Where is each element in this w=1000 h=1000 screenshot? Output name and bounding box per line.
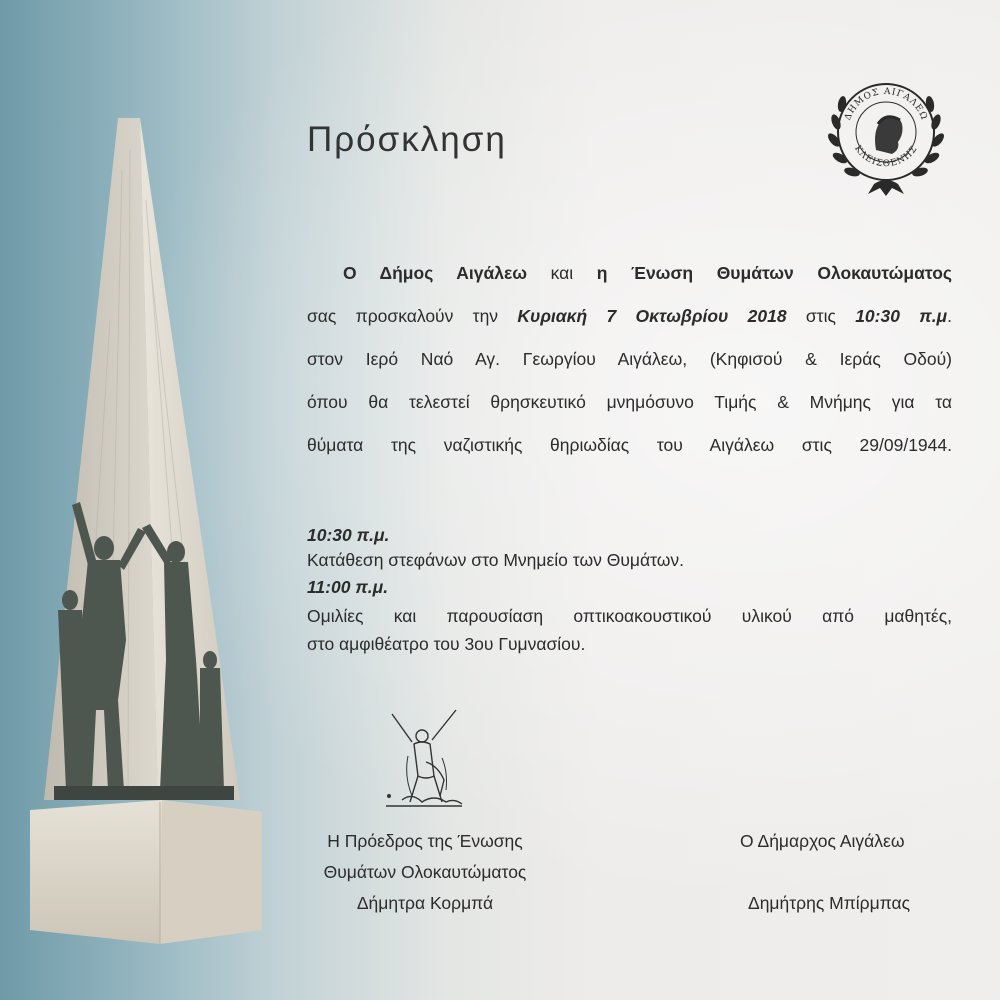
union-president-signature (295, 826, 555, 919)
event-date: Κυριακή 7 Οκτωβρίου 2018 (517, 306, 787, 326)
at-word: στις (805, 306, 836, 326)
monument-obelisk-image (0, 0, 330, 1000)
schedule-time-1: 10:30 π.μ. (307, 525, 390, 545)
invite-phrase: σας προσκαλούν την (307, 306, 499, 326)
period: . (947, 306, 952, 326)
body-line-3: στον Ιερό Ναό Αγ. Γεωργίου Αιγάλεω, (Κηφισού & Ιεράς Οδού) (307, 349, 952, 369)
event-schedule (307, 524, 952, 658)
signature-role-line2: Θυμάτων Ολοκαυτώματος (323, 862, 527, 882)
body-line-2 (307, 295, 952, 338)
body-line-4: όπου θα τελεστεί θρησκευτικό μνημόσυνο Τιμής & Μνήμης για τα (307, 392, 952, 412)
mayor-name: Δημήτρης Μπίρμπας (748, 893, 911, 913)
union-emblem-icon (382, 706, 466, 810)
municipality-name: Ο Δήμος Αιγάλεω (343, 263, 528, 283)
conjunction: και (550, 263, 574, 283)
signature-role-line1: Η Πρόεδρος της Ένωσης (327, 831, 523, 851)
mayor-title: Ο Δήμαρχος Αιγάλεω (740, 831, 905, 851)
body-line-5: θύματα της ναζιστικής θηριωδίας του Αιγάλεω στις 29/09/1944. (307, 435, 952, 455)
schedule-time-2: 11:00 π.μ. (307, 577, 389, 597)
svg-text:ΔΗΜΟΣ ΑΙΓΑΛΕΩ: ΔΗΜΟΣ ΑΙΓΑΛΕΩ (843, 86, 929, 122)
schedule-desc-2: Ομιλίες και παρουσίαση οπτικοακουστικού υλικού από μαθητές, (307, 606, 952, 626)
schedule-desc-2b: στο αμφιθέατρο του 3ου Γυμνασίου. (307, 634, 586, 654)
signature-name: Δήμητρα Κορμπά (356, 893, 494, 913)
schedule-desc-1: Κατάθεση στεφάνων στο Μνημείο των Θυμάτων. (307, 550, 685, 570)
body-line-1 (307, 252, 952, 295)
event-time: 10:30 π.μ (855, 306, 948, 326)
invitation-body (307, 252, 952, 467)
svg-text:ΚΛΕΙΣΘΕΝΗΣ: ΚΛΕΙΣΘΕΝΗΣ (852, 143, 920, 170)
invitation-title: Πρόσκληση (307, 120, 507, 159)
municipality-seal-logo (812, 62, 960, 210)
union-name: η Ένωση Θυμάτων Ολοκαυτώματος (596, 263, 952, 283)
